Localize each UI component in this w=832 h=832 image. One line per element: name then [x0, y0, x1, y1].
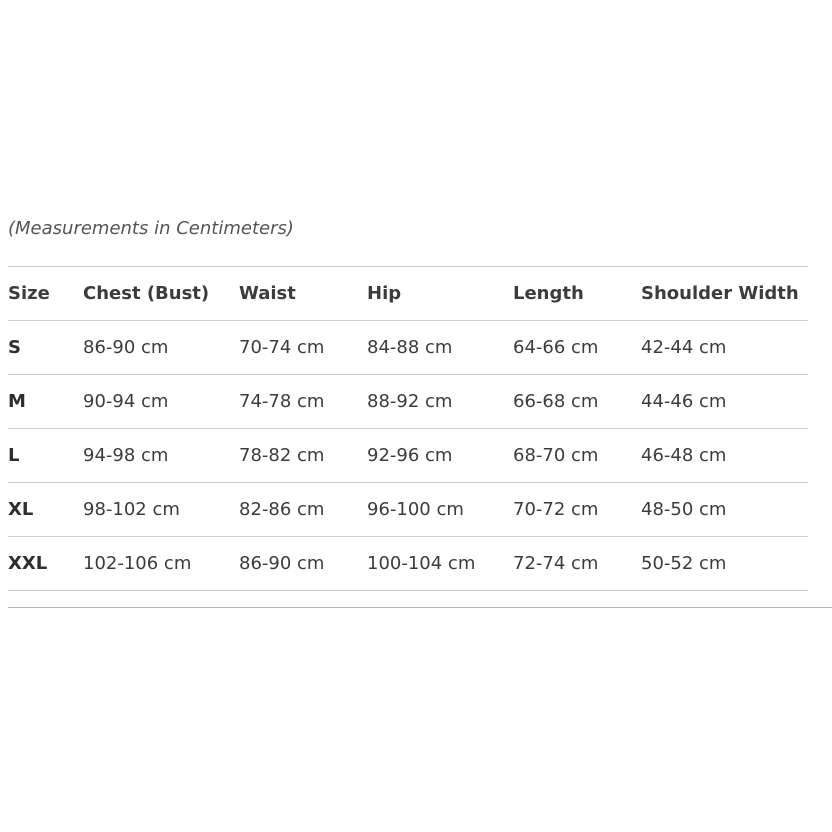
header-length: Length: [513, 267, 641, 321]
chest-value: 94-98 cm: [83, 429, 239, 483]
size-label: XXL: [8, 537, 83, 591]
hip-value: 96-100 cm: [367, 483, 513, 537]
length-value: 64-66 cm: [513, 321, 641, 375]
hip-value: 88-92 cm: [367, 375, 513, 429]
table-header-row: [8, 267, 808, 321]
header-shoulder-width: Shoulder Width: [641, 267, 808, 321]
bottom-divider: [8, 607, 832, 608]
table-row: [8, 483, 808, 537]
size-label: L: [8, 429, 83, 483]
table-row: [8, 375, 808, 429]
size-label: M: [8, 375, 83, 429]
waist-value: 74-78 cm: [239, 375, 367, 429]
table-row: [8, 321, 808, 375]
size-label: XL: [8, 483, 83, 537]
chest-value: 98-102 cm: [83, 483, 239, 537]
hip-value: 100-104 cm: [367, 537, 513, 591]
header-chest-bust: Chest (Bust): [83, 267, 239, 321]
size-label: S: [8, 321, 83, 375]
chest-value: 90-94 cm: [83, 375, 239, 429]
chest-value: 102-106 cm: [83, 537, 239, 591]
shoulder-width-value: 50-52 cm: [641, 537, 808, 591]
shoulder-width-value: 44-46 cm: [641, 375, 808, 429]
length-value: 72-74 cm: [513, 537, 641, 591]
header-hip: Hip: [367, 267, 513, 321]
waist-value: 70-74 cm: [239, 321, 367, 375]
table-row: [8, 429, 808, 483]
shoulder-width-value: 42-44 cm: [641, 321, 808, 375]
shoulder-width-value: 48-50 cm: [641, 483, 808, 537]
waist-value: 86-90 cm: [239, 537, 367, 591]
measurement-units-caption: (Measurements in Centimeters): [8, 218, 294, 239]
header-waist: Waist: [239, 267, 367, 321]
waist-value: 78-82 cm: [239, 429, 367, 483]
hip-value: 92-96 cm: [367, 429, 513, 483]
size-chart-table: [8, 266, 808, 591]
length-value: 68-70 cm: [513, 429, 641, 483]
table-row: [8, 537, 808, 591]
length-value: 70-72 cm: [513, 483, 641, 537]
header-size: Size: [8, 267, 83, 321]
waist-value: 82-86 cm: [239, 483, 367, 537]
hip-value: 84-88 cm: [367, 321, 513, 375]
shoulder-width-value: 46-48 cm: [641, 429, 808, 483]
length-value: 66-68 cm: [513, 375, 641, 429]
chest-value: 86-90 cm: [83, 321, 239, 375]
